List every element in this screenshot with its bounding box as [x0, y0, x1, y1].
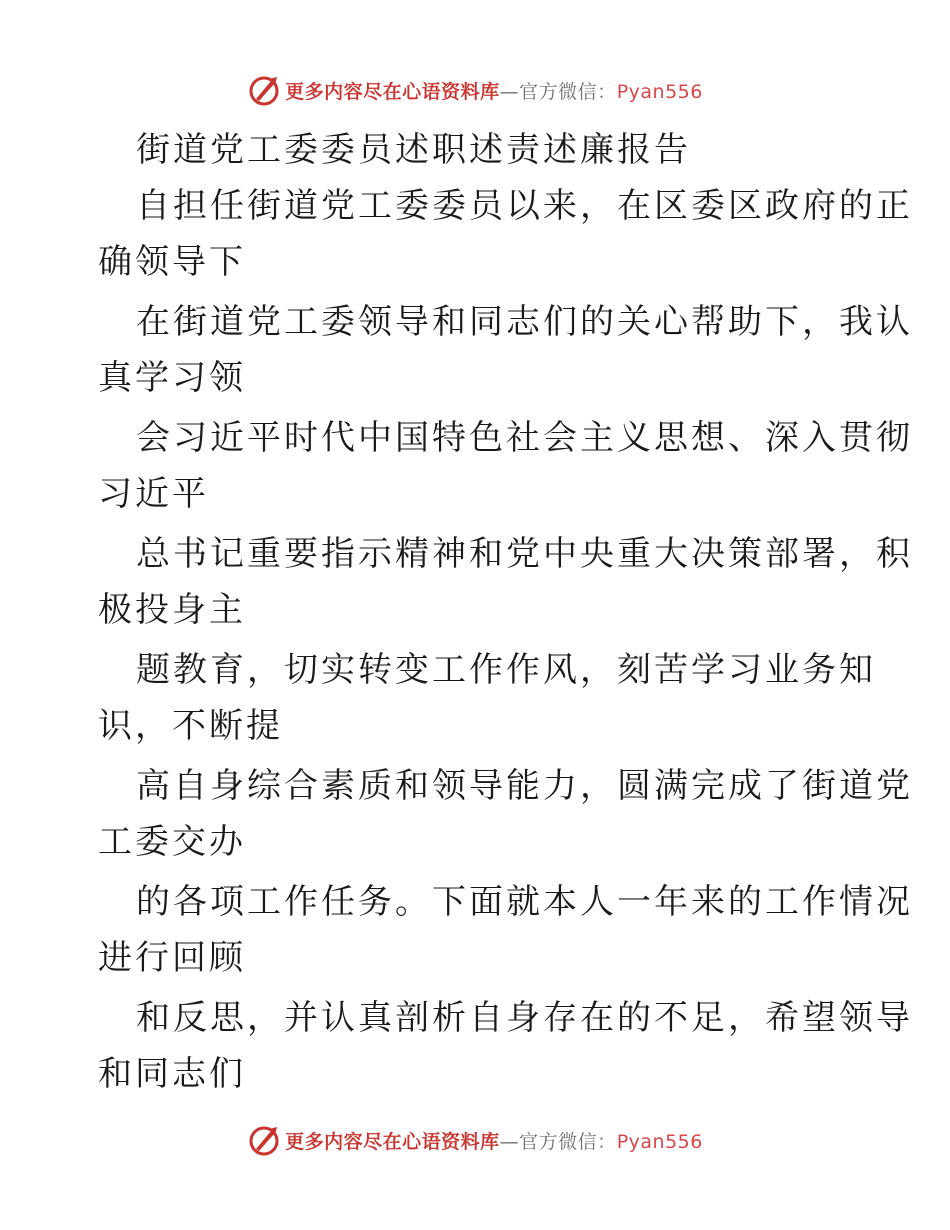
paragraph-line: 识，不断提 — [98, 706, 283, 746]
watermark-brand-text: 更多内容尽在心语资料库 — [285, 80, 500, 103]
watermark-label: 官方微信： — [519, 80, 617, 103]
watermark-brand-text: 更多内容尽在心语资料库 — [285, 1130, 500, 1153]
paragraph-line: 的各项工作任务。下面就本人一年来的工作情况 — [136, 882, 913, 922]
paragraph-line: 进行回顾 — [98, 938, 246, 978]
paragraph-line: 题教育，切实转变工作作风，刻苦学习业务知 — [136, 650, 876, 690]
paragraph-line: 确领导下 — [98, 242, 246, 282]
paragraph-line: 会习近平时代中国特色社会主义思想、深入贯彻 — [136, 418, 913, 458]
paragraph-line: 极投身主 — [98, 590, 246, 630]
watermark-separator: — — [499, 80, 520, 103]
paragraph-line: 总书记重要指示精神和党中央重大决策部署，积 — [136, 534, 913, 574]
header-watermark — [0, 70, 950, 110]
paragraph-line: 自担任街道党工委委员以来，在区委区政府的正 — [136, 186, 913, 226]
watermark-account: Pyan556 — [616, 80, 703, 103]
footer-watermark — [0, 1120, 950, 1160]
paragraph-line: 和反思，并认真剖析自身存在的不足，希望领导 — [136, 998, 913, 1038]
paragraph-line: 真学习领 — [98, 358, 246, 398]
watermark-separator: — — [499, 1130, 520, 1153]
watermark-label: 官方微信： — [519, 1130, 617, 1153]
watermark-account: Pyan556 — [616, 1130, 703, 1153]
paragraph-line: 和同志们 — [98, 1054, 246, 1094]
document-title: 街道党工委委员述职述责述廉报告 — [136, 130, 691, 170]
paragraph-line: 工委交办 — [98, 822, 246, 862]
quill-seal-icon — [247, 73, 281, 107]
paragraph-line: 高自身综合素质和领导能力，圆满完成了街道党 — [136, 766, 913, 806]
quill-seal-icon — [247, 1123, 281, 1157]
paragraph-line: 习近平 — [98, 474, 209, 514]
paragraph-line: 在街道党工委领导和同志们的关心帮助下，我认 — [136, 302, 913, 342]
